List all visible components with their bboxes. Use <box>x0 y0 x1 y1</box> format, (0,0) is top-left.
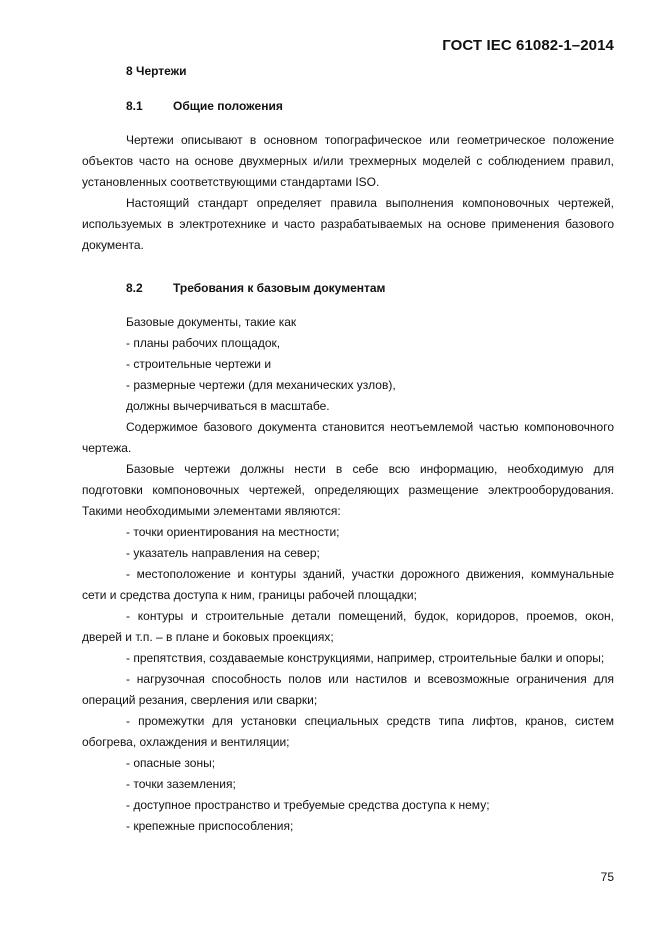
list-line: Базовые документы, такие как <box>126 315 297 329</box>
list-item: - указатель направления на север; <box>126 546 320 560</box>
list-item: - опасные зоны; <box>126 756 216 770</box>
subsection-8-2-body <box>82 312 614 837</box>
list-item: - нагрузочная способность полов или настилов и всевозможные ограничения для операций резания, сверления или сварки; <box>82 672 614 707</box>
subsection-heading-8-2 <box>126 281 385 295</box>
subsection-title: Общие положения <box>173 99 283 113</box>
list-item: - точки ориентирования на местности; <box>126 525 340 539</box>
list-item: - доступное пространство и требуемые средства доступа к нему; <box>126 798 490 812</box>
subsection-title: Требования к базовым документам <box>173 281 386 295</box>
list-item: - местоположение и контуры зданий, участки дорожного движения, коммунальные сети и средства доступа к ним, границы рабочей площадки; <box>82 567 614 602</box>
subsection-number: 8.1 <box>126 99 143 113</box>
list-line: должны вычерчиваться в масштабе. <box>126 399 330 413</box>
paragraph: Содержимое базового документа становится неотъемлемой частью компоновочного чертежа. <box>82 420 614 455</box>
paragraph: Базовые чертежи должны нести в себе всю информацию, необходимую для подготовки компоновочных чертежей, определяющих размещение электрооборудования. Такими необходимыми элементами являются: <box>82 462 614 518</box>
section-title: 8 Чертежи <box>126 64 187 78</box>
subsection-heading-8-1 <box>126 99 283 113</box>
list-line: - планы рабочих площадок, <box>126 336 281 350</box>
list-item: - препятствия, создаваемые конструкциями, например, строительные балки и опоры; <box>126 651 605 665</box>
list-item: - крепежные приспособления; <box>126 819 294 833</box>
list-line: - строительные чертежи и <box>126 357 272 371</box>
document-code: ГОСТ IEC 61082-1–2014 <box>442 37 614 54</box>
paragraph: Чертежи описывают в основном топографическое или геометрическое положение объектов часто на основе двухмерных и/или трехмерных моделей с соблюдением правил, установленных соответствующими стандартами ISO. <box>82 133 614 189</box>
subsection-number: 8.2 <box>126 281 143 295</box>
list-item: - промежутки для установки специальных средств типа лифтов, кранов, систем обогрева, охлаждения и вентиляции; <box>82 714 614 749</box>
page-number: 75 <box>600 870 614 884</box>
subsection-8-1-body <box>82 130 614 256</box>
paragraph: Настоящий стандарт определяет правила выполнения компоновочных чертежей, используемых в электротехнике и часто разрабатываемых на основе применения базового документа. <box>82 196 614 252</box>
list-item: - точки заземления; <box>126 777 236 791</box>
list-line: - размерные чертежи (для механических узлов), <box>126 378 396 392</box>
list-item: - контуры и строительные детали помещений, будок, коридоров, проемов, окон, дверей и т.п. – в плане и боковых проекциях; <box>82 609 614 644</box>
